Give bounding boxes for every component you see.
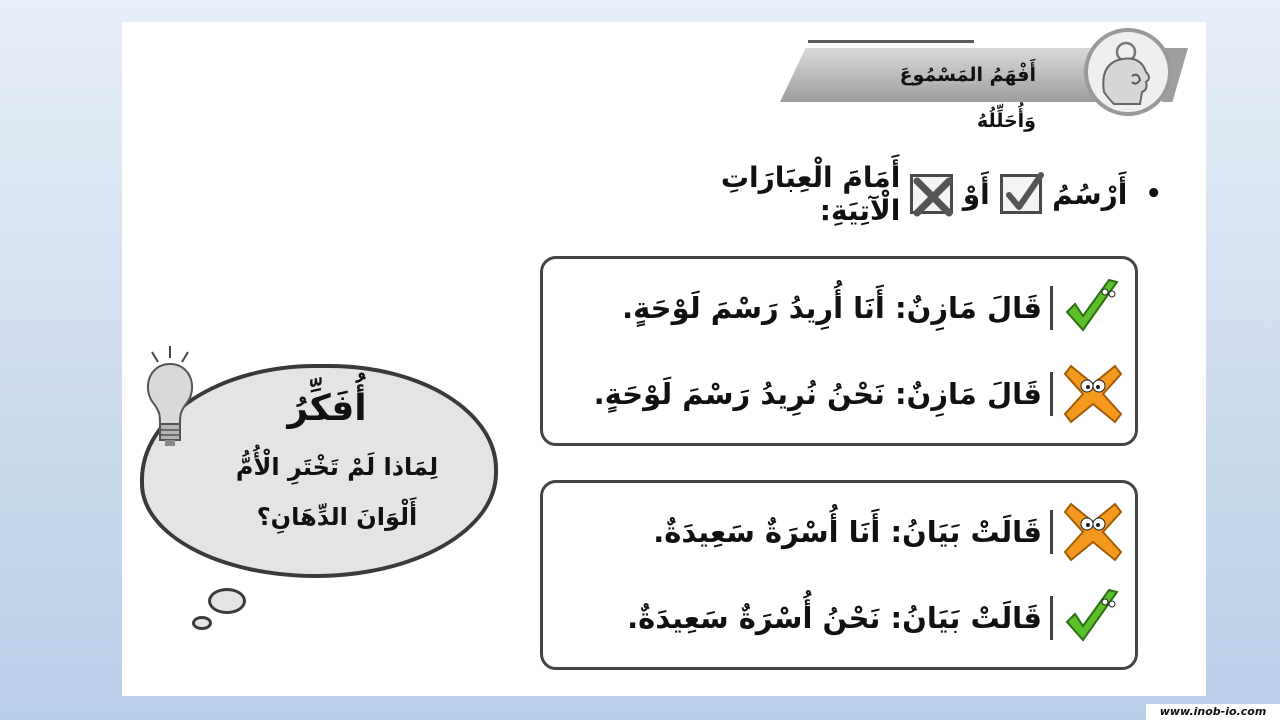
think-question-line-2: أَلْوَانَ الدِّهَانِ؟: [256, 503, 418, 531]
statement-text: قَالَتْ بَيَانُ: أَنَا أُسْرَةٌ سَعِيدَةٌ.: [653, 515, 1042, 549]
banner-top-line: [808, 40, 974, 43]
instruction-text-end: أَمَامَ الْعِبَارَاتِ الْآتِيَةِ:: [720, 161, 901, 227]
statement-text: قَالَتْ بَيَانُ: نَحْنُ أُسْرَةٌ سَعِيدَةٌ.: [627, 601, 1042, 635]
row-divider: [1050, 286, 1053, 330]
instruction-line: [642, 161, 1162, 227]
head-listening-icon: [1084, 28, 1172, 116]
orange-cross-mark-icon: [1061, 362, 1125, 426]
think-question-line-1: لِمَاذا لَمْ تَخْتَرِ الْأُمُّ: [235, 453, 439, 481]
think-title: أُفَكِّرُ: [287, 388, 367, 429]
statement-row: [565, 273, 1125, 343]
instruction-text-start: أَرْسُمُ: [1052, 177, 1128, 211]
row-divider: [1050, 510, 1053, 554]
statement-row: [565, 497, 1125, 567]
checkbox-cross-icon: [910, 174, 952, 214]
section-title: أَفْهَمُ المَسْمُوعَ وَأُحَلِّلُهُ: [899, 64, 1036, 132]
checkbox-check-icon: [1000, 174, 1042, 214]
watermark: www.inob-io.com: [1146, 704, 1280, 720]
think-bubble-dot-small: [192, 616, 212, 630]
instruction-text-or: أَوْ: [962, 177, 990, 211]
worksheet-page: [122, 22, 1206, 696]
green-check-mark-icon: [1061, 586, 1125, 650]
statement-row: [565, 583, 1125, 653]
statement-panel-2: [540, 480, 1138, 670]
bullet: •: [1145, 179, 1162, 209]
statement-text: قَالَ مَازِنٌ: أَنَا أُرِيدُ رَسْمَ لَوْحَةٍ.: [622, 291, 1042, 325]
statement-row: [565, 359, 1125, 429]
orange-cross-mark-icon: [1061, 500, 1125, 564]
row-divider: [1050, 372, 1053, 416]
think-question: [202, 442, 472, 552]
lightbulb-icon: [134, 342, 204, 452]
statement-text: قَالَ مَازِنٌ: نَحْنُ نُرِيدُ رَسْمَ لَوْحَةٍ.: [593, 377, 1042, 411]
green-check-mark-icon: [1061, 276, 1125, 340]
think-bubble-dot-large: [208, 588, 246, 614]
statement-panel-1: [540, 256, 1138, 446]
row-divider: [1050, 596, 1053, 640]
